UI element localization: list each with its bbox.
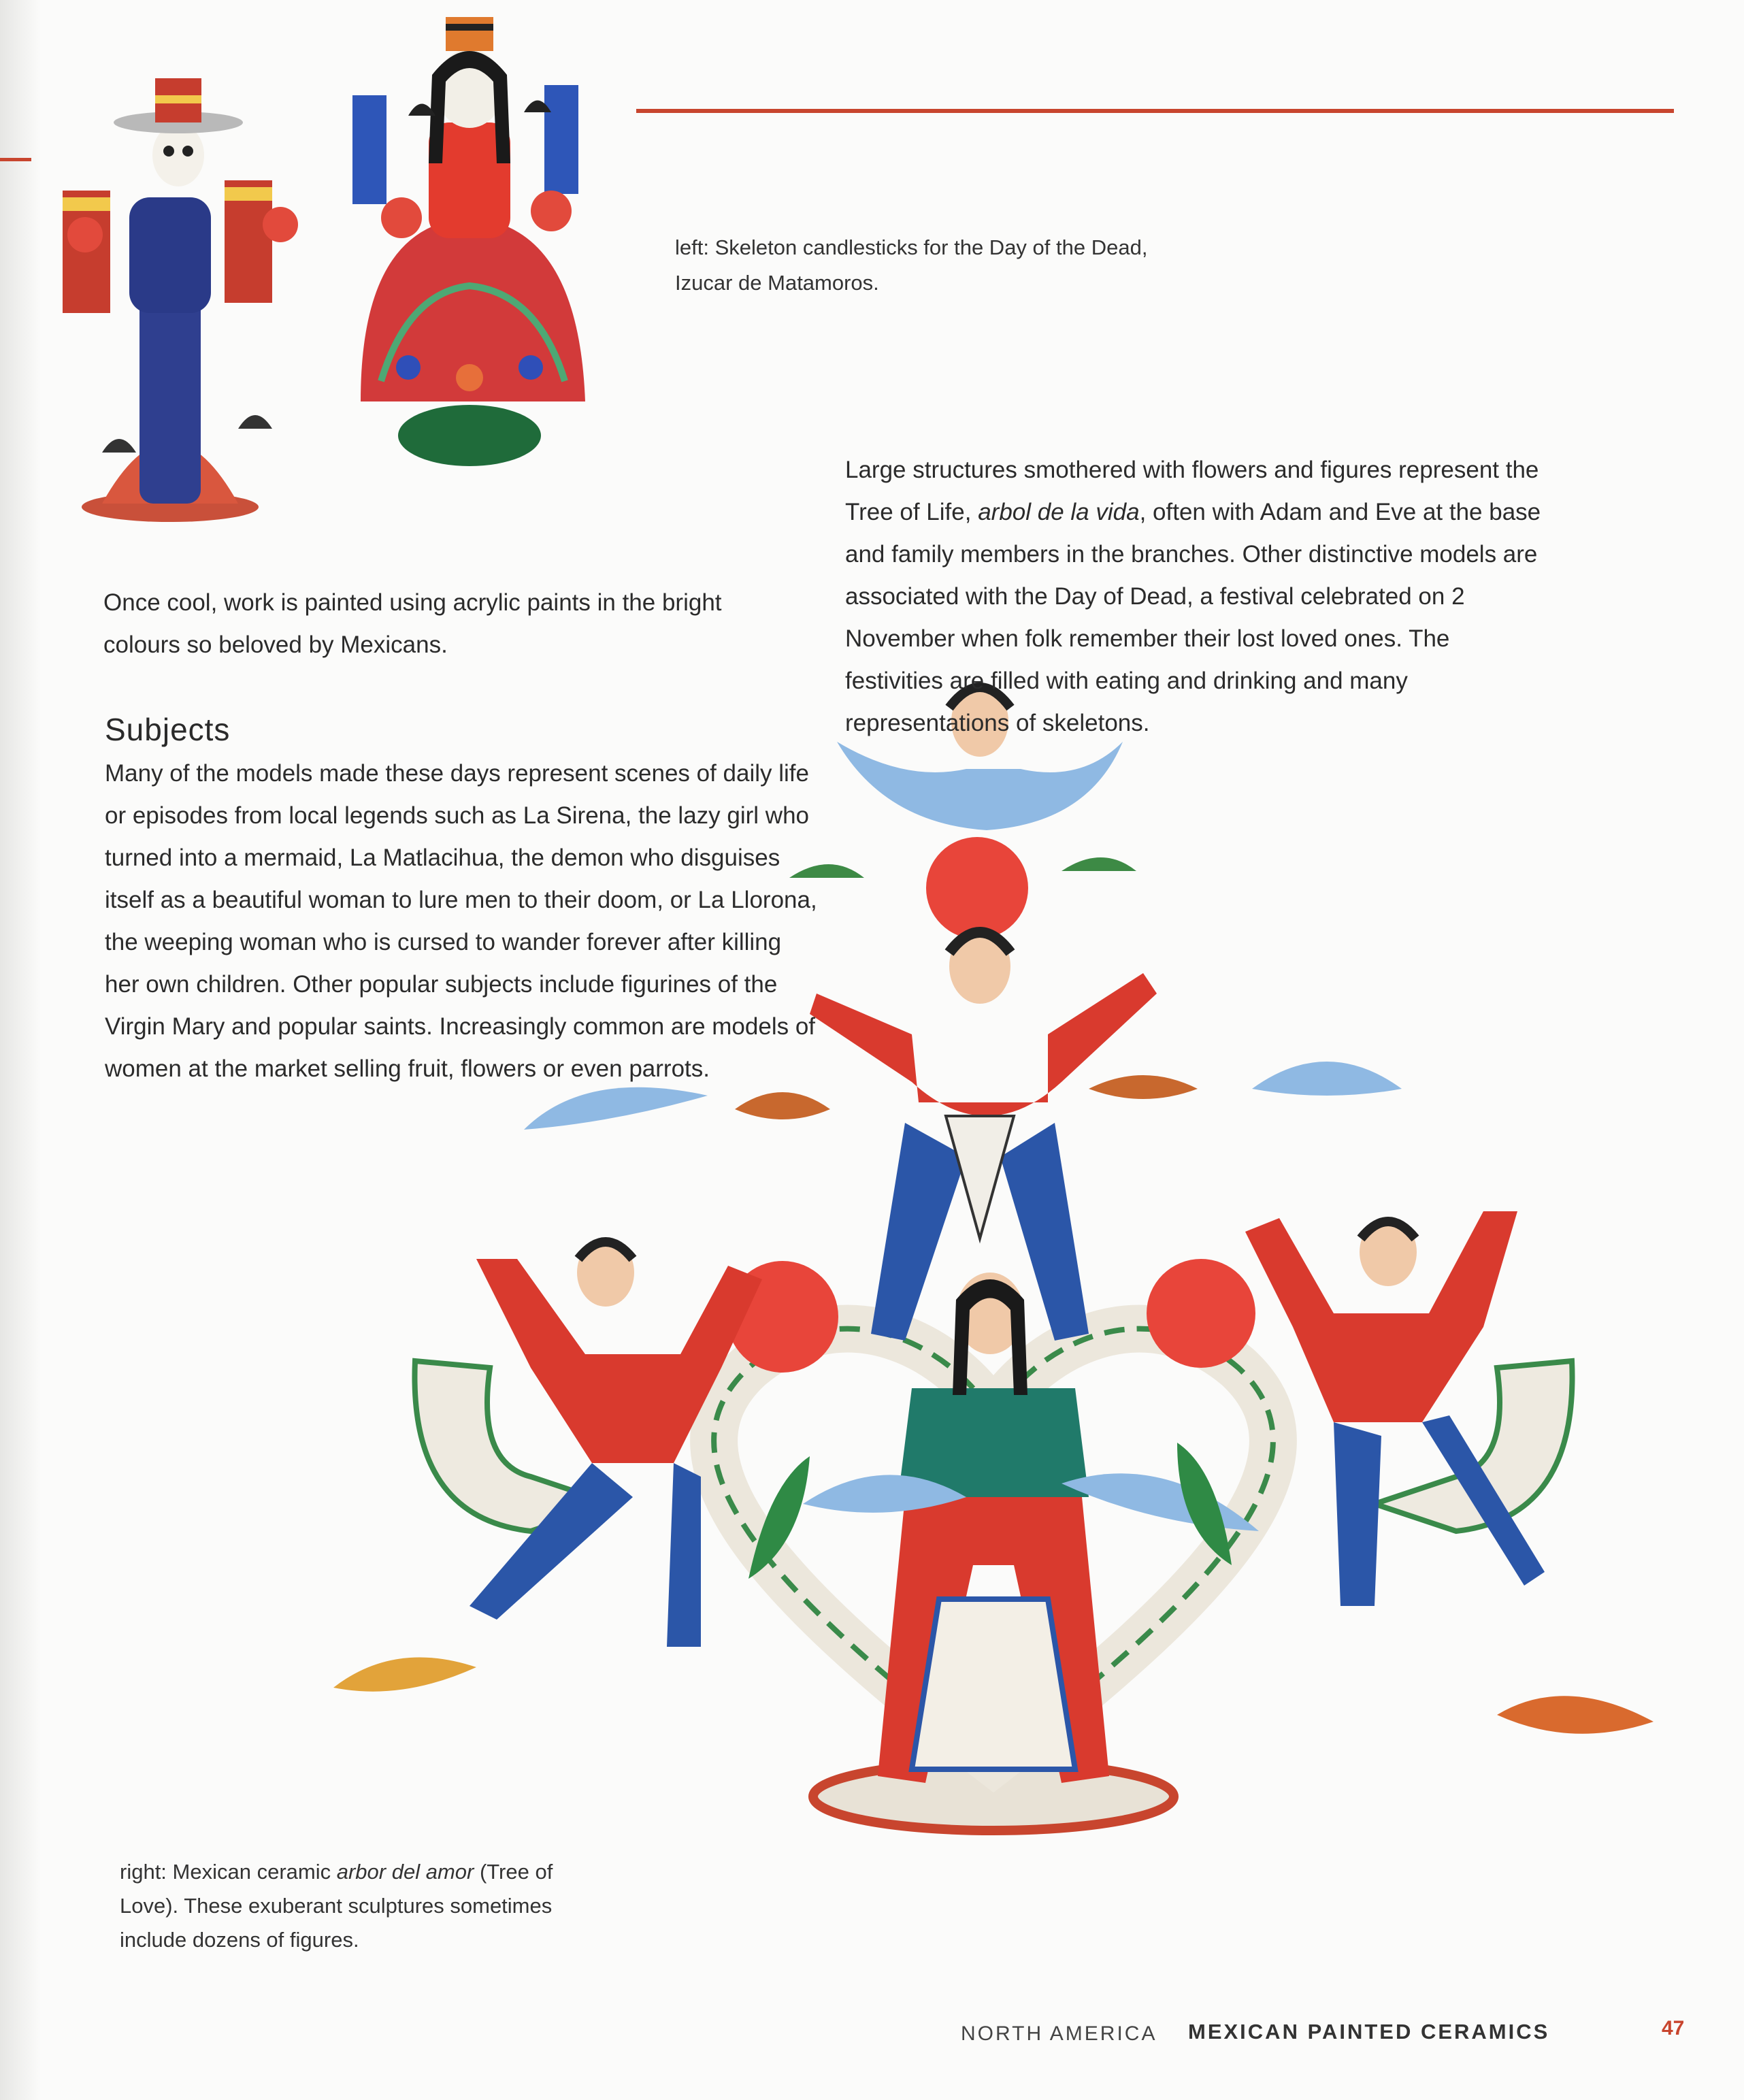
caption-right (120, 1855, 596, 1957)
caption-left-label: left: (675, 235, 709, 259)
caption-right-pre: Mexican ceramic (172, 1860, 331, 1884)
caption-right-emphasis: arbor del amor (336, 1860, 474, 1884)
tree-text-pre: Large structures smothered with flowers and figures represent the Tree of Life, (845, 457, 1539, 525)
subjects-heading: Subjects (105, 712, 231, 747)
footer-section-name: NORTH AMERICA (961, 2022, 1157, 2045)
tree-text-emphasis: arbol de la vida (978, 499, 1140, 525)
paragraph-acrylic-paints: Once cool, work is painted using acrylic paints in the bright colours so beloved by Mexicans. (103, 589, 722, 658)
caption-right-label: right: (120, 1860, 167, 1884)
skeleton-candlestick-female-image (352, 17, 585, 466)
tree-text-post: , often with Adam and Eve at the base and family members in the branches. Other distinctive models are associated with the Day of Dead, a festival celebrated on 2 November when folk remember their lost loved ones. The festivities are filled with eating and drinking and many representations of skeletons. (845, 499, 1541, 736)
caption-left (675, 230, 1151, 301)
paragraph-subjects: Many of the models made these days represent scenes of daily life or episodes from local legends such as La Sirena, the lazy girl who turned into a mermaid, La Matlacihua, the demon who disguises itself as a beautiful woman to lure men to their doom, or La Llorona, the weeping woman who is cursed to wander forever after killing her own children. Other popular subjects include figurines of the Virgin Mary and popular saints. Increasingly common are models of women at the market selling fruit, flowers or even parrots. (105, 760, 817, 1082)
skeleton-candlestick-male-image (63, 78, 298, 522)
caption-left-text: Skeleton candlesticks for the Day of the Dead, Izucar de Matamoros. (675, 235, 1148, 295)
caption-right-post: (Tree of Love). These exuberant sculptures sometimes include dozens of figures. (120, 1860, 553, 1952)
paragraph-tree-of-life (845, 449, 1546, 744)
page-number: 47 (1662, 2017, 1685, 2039)
footer-chapter-title: MEXICAN PAINTED CERAMICS (1188, 2020, 1550, 2044)
